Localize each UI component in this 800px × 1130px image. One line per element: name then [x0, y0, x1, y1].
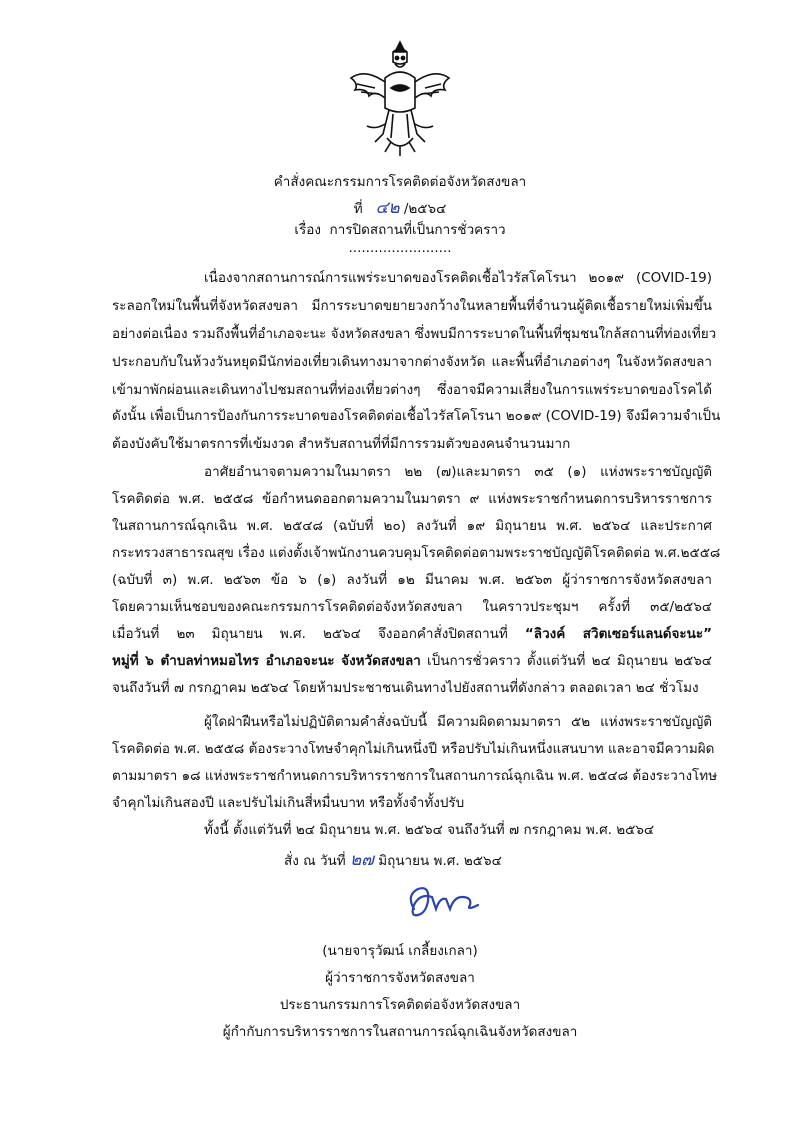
paragraph-3-line: โรคติดต่อ พ.ศ. ๒๕๕๘ ต้องระวางโทษจำคุกไม่เกินหนึ่งปี หรือปรับไม่เกินหนึ่งแสนบาท และอาจมีความผิด — [112, 741, 715, 757]
ordered-date-suffix: มิถุนายน พ.ศ. ๒๕๖๔ — [378, 853, 502, 869]
garuda-emblem-icon — [345, 38, 455, 158]
paragraph-1-line: ระลอกใหม่ในพื้นที่จังหวัดสงขลา มีการระบาดขยายวงกว้างในหลายพื้นที่จำนวนผู้ติดเชื้อรายใหม่เพิ่มขึ้น — [112, 298, 712, 314]
ordered-date-prefix: สั่ง ณ วันที่ — [284, 853, 346, 869]
closed-place-name: “ลิวงค์ สวิตเซอร์แลนด์จะนะ” — [524, 626, 712, 642]
paragraph-2-line: ในสถานการณ์ฉุกเฉิน พ.ศ. ๒๕๔๘ (ฉบับที่ ๒๐) ลงวันที่ ๑๙ มิถุนายน พ.ศ. ๒๕๖๔ และประกาศ — [112, 518, 712, 534]
paragraph-3-line: ตามมาตรา ๑๘ แห่งพระราชกำหนดการบริหารราชการในสถานการณ์ฉุกเฉิน พ.ศ. ๒๕๔๘ ต้องระวางโทษ — [112, 768, 718, 784]
paragraph-1-line: เนื่องจากสถานการณ์การแพร่ระบาดของโรคติดเชื้อไวรัสโคโรนา ๒๐๑๙ (COVID-19) — [204, 270, 712, 286]
signer-name: (นายจารุวัฒน์ เกลี้ยงเกลา) — [322, 943, 478, 959]
paragraph-1-line: อย่างต่อเนื่อง รวมถึงพื้นที่อำเภอจะนะ จังหวัดสงขลา ซึ่งพบมีการระบาดในพื้นที่ชุมชนใกล้สถานที่ท่องเที่ยว — [112, 326, 717, 342]
signer-position-3: ผู้กำกับการบริหารราชการในสถานการณ์ฉุกเฉินจังหวัดสงขลา — [222, 1024, 578, 1040]
separator: ........................ — [348, 240, 452, 256]
paragraph-2-line: อาศัยอำนาจตามความในมาตรา ๒๒ (๗)และมาตรา ๓๕ (๑) แห่งพระราชบัญญัติ — [204, 464, 712, 480]
paragraph-2-line: โรคติดต่อ พ.ศ. ๒๕๕๘ ข้อกำหนดออกตามความในมาตรา ๙ แห่งพระราชกำหนดการบริหารราชการ — [112, 491, 712, 507]
closure-period-text: เป็นการชั่วคราว ตั้งแต่วันที่ ๒๔ มิถุนายน ๒๕๖๔ — [427, 653, 712, 669]
ordered-date-line — [284, 850, 502, 871]
ordered-day-handwritten: ๒๗ — [349, 850, 374, 870]
paragraph-3-line: ผู้ใดฝ่าฝืนหรือไม่ปฏิบัติตามคำสั่งฉบับนี้ มีความผิดตามมาตรา ๕๒ แห่งพระราชบัญญัติ — [204, 714, 712, 730]
signer-position-1: ผู้ว่าราชการจังหวัดสงขลา — [325, 970, 475, 986]
paragraph-2-line — [112, 651, 712, 671]
paragraph-2-line: (ฉบับที่ ๓) พ.ศ. ๒๕๖๓ ข้อ ๖ (๑) ลงวันที่ ๑๒ มีนาคม พ.ศ. ๒๕๖๓ ผู้ว่าราชการจังหวัดสงขลา — [112, 572, 712, 588]
effective-period: ทั้งนี้ ตั้งแต่วันที่ ๒๔ มิถุนายน พ.ศ. ๒๕๖๔ จนถึงวันที่ ๗ กรกฎาคม พ.ศ. ๒๕๖๔ — [204, 822, 655, 838]
paragraph-1-line: ประกอบกับในห้วงวันหยุดมีนักท่องเที่ยวเดินทางมาจากต่างจังหวัด และพื้นที่อำเภอต่างๆ ในจังหวัดสงขลา — [112, 354, 712, 370]
subject-label: เรื่อง — [294, 222, 321, 238]
order-number-line — [0, 194, 800, 221]
signer-position-2: ประธานกรรมการโรคติดต่อจังหวัดสงขลา — [279, 997, 521, 1013]
paragraph-2-line: กระทรวงสาธารณสุข เรื่อง แต่งตั้งเจ้าพนักงานควบคุมโรคติดต่อตามพระราชบัญญัติโรคติดต่อ พ.ศ.๒๕๕๘ — [112, 545, 721, 561]
paragraph-2-line — [112, 624, 712, 644]
order-number-handwritten: ๔๒ — [375, 198, 400, 218]
subject-text: การปิดสถานที่เป็นการชั่วคราว — [329, 222, 506, 238]
paragraph-2-line: โดยความเห็นชอบของคณะกรรมการโรคติดต่อจังหวัดสงขลา ในคราวประชุมฯ ครั้งที่ ๓๕/๒๕๖๔ — [112, 599, 712, 615]
signature — [400, 875, 510, 930]
closed-place-location: หมู่ที่ ๖ ตำบลท่าหมอไทร อำเภอจะนะ จังหวัดสงขลา — [112, 653, 421, 669]
order-number-suffix: /๒๕๖๔ — [403, 201, 447, 217]
paragraph-3-line: จำคุกไม่เกินสองปี และปรับไม่เกินสี่หมื่นบาท หรือทั้งจำทั้งปรับ — [112, 795, 465, 811]
paragraph-2-line: จนถึงวันที่ ๗ กรกฎาคม ๒๕๖๔ โดยห้ามประชาชนเดินทางไปยังสถานที่ดังกล่าว ตลอดเวลา ๒๔ ชั่วโมง — [112, 680, 699, 696]
order-number-prefix: ที่ — [353, 201, 363, 217]
subject-line — [0, 218, 800, 240]
paragraph-1-line: ต้องบังคับใช้มาตรการที่เข้มงวด สำหรับสถานที่ที่มีการรวมตัวของคนจำนวนมาก — [112, 436, 571, 452]
closure-date-text: เมื่อวันที่ ๒๓ มิถุนายน พ.ศ. ๒๕๖๔ จึงออกคำสั่งปิดสถานที่ — [112, 626, 508, 642]
order-title: คำสั่งคณะกรรมการโรคติดต่อจังหวัดสงขลา — [273, 174, 527, 190]
paragraph-1-line: เข้ามาพักผ่อนและเดินทางไปชมสถานที่ท่องเที่ยวต่างๆ ซึ่งอาจมีความเสี่ยงในการแพร่ระบาดของโรคได้ — [112, 382, 712, 398]
paragraph-1-line: ดังนั้น เพื่อเป็นการป้องกันการระบาดของโรคติดต่อเชื้อไวรัสโคโรนา ๒๐๑๙ (COVID-19) จึงมีความจำเป็น — [112, 408, 721, 424]
